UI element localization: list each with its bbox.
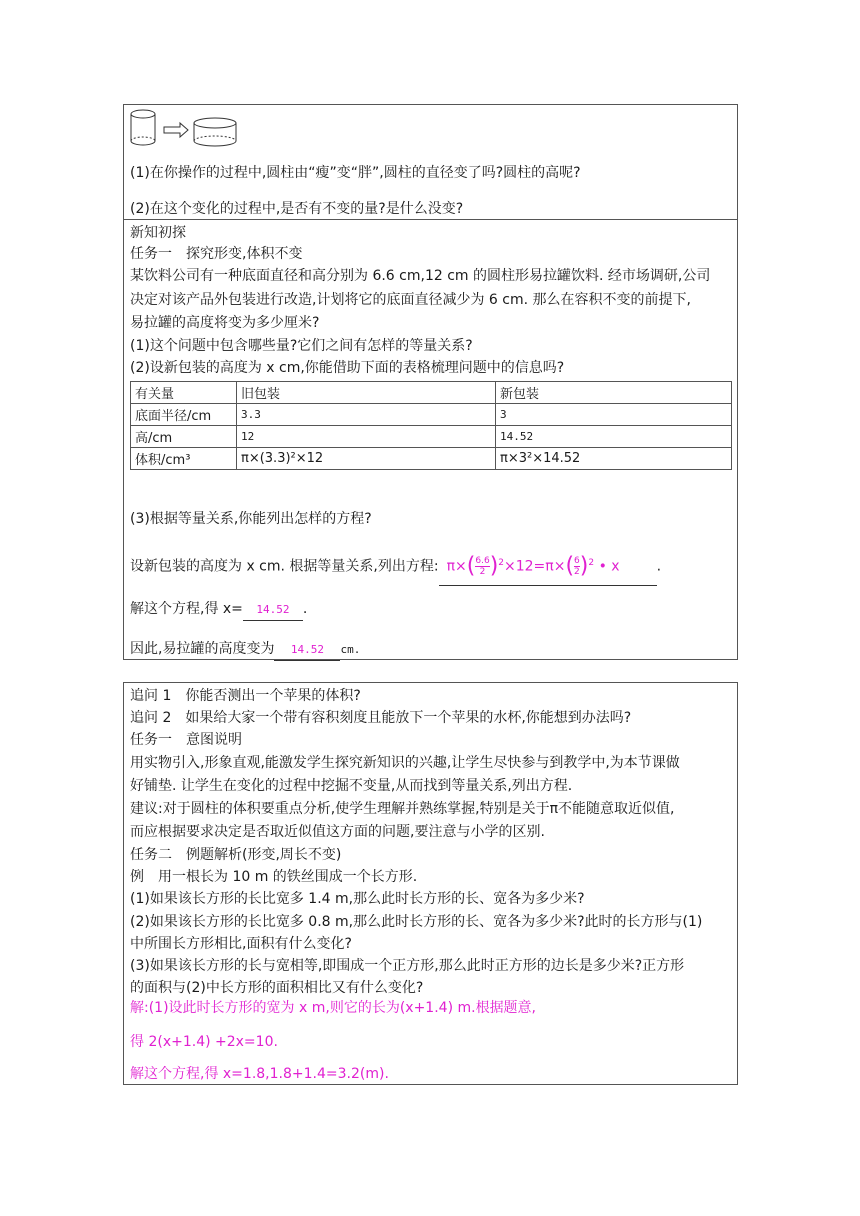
fraction-1 [475, 556, 489, 577]
final-suffix: cm. [340, 643, 361, 656]
cylinder-transform-figure [130, 107, 242, 149]
example-q1: (1)如果该长方形的长比宽多 1.4 m,那么此时长方形的长、宽各为多少米? [130, 891, 585, 907]
lesson-box-2 [123, 682, 738, 1085]
info-table [130, 381, 732, 470]
table-cell: 3.3 [237, 404, 496, 426]
example-q2b: 中所围长方形相比,面积有什么变化? [130, 936, 352, 952]
table-cell: 14.52 [496, 426, 732, 448]
solve-prefix: 解这个方程,得 x= [130, 601, 243, 617]
fraction-den: 2 [479, 567, 486, 578]
question-1: (1)在你操作的过程中,圆柱由“瘦”变“胖”,圆柱的直径变了吗?圆柱的高呢? [130, 165, 581, 181]
equation-blank [439, 545, 657, 586]
follow-up-1: 追问 1 你能否测出一个苹果的体积? [130, 688, 361, 704]
table-header-row [131, 382, 732, 404]
final-line [130, 639, 360, 661]
solution-1: 解:(1)设此时长方形的宽为 x m,则它的长为(x+1.4) m.根据题意, [130, 1000, 537, 1016]
example-q3a: (3)如果该长方形的长与宽相等,即围成一个正方形,那么此时正方形的边长是多少米?正方形 [130, 958, 685, 974]
lesson-box-1 [123, 104, 738, 660]
table-cell: π×(3.3)²×12 [237, 448, 496, 470]
exponent: 2 [588, 558, 595, 568]
equation-line: 设新包装的高度为 x cm. 根据等量关系,列出方程: π×( $\frac{6.6}{2}$ )$^2$×12=π×( $\frac{6}{2}$ )$^2$ • x . [130, 545, 661, 586]
problem-line-2: 决定对该产品外包装进行改造,计划将它的底面直径减少为 6 cm. 那么在容积不变的前提下, [130, 292, 691, 308]
table-header: 新包装 [496, 382, 732, 404]
follow-up-2: 追问 2 如果给大家一个带有容积刻度且能放下一个苹果的水杯,你能想到办法吗? [130, 710, 632, 726]
table-row [131, 426, 732, 448]
table-cell: 3 [496, 404, 732, 426]
task-title: 任务一 探究形变,体积不变 [130, 246, 303, 262]
solve-line: 解这个方程,得 x= 14.52 . [130, 599, 307, 621]
table-cell: 体积/cm³ [131, 448, 237, 470]
table-cell: 高/cm [131, 426, 237, 448]
intent-text-1: 用实物引入,形象直观,能激发学生探究新知识的兴趣,让学生尽快参与到教学中,为本节课做 [130, 755, 680, 771]
equation-prefix: 设新包装的高度为 x cm. 根据等量关系,列出方程: [130, 558, 439, 575]
intent-title: 任务一 意图说明 [130, 732, 242, 748]
fraction-num: 6 [574, 556, 580, 567]
equation-part: π× [446, 558, 467, 575]
solve-answer: 14.52 [243, 600, 303, 621]
example-q3b: 的面积与(2)中长方形的面积相比又有什么变化? [130, 980, 424, 996]
sub-question-2: (2)设新包装的高度为 x cm,你能借助下面的表格梳理问题中的信息吗? [130, 360, 565, 376]
final-prefix: 因此,易拉罐的高度变为 [130, 641, 275, 657]
suggestion-2: 而应根据要求决定是否取近似值这方面的问题,要注意与小学的区别. [130, 824, 545, 840]
problem-line-3: 易拉罐的高度将变为多少厘米? [130, 315, 320, 331]
paren-close: ) [579, 553, 589, 579]
example-statement: 例 用一根长为 10 m 的铁丝围成一个长方形. [130, 869, 418, 885]
paren-close: ) [489, 553, 499, 579]
problem-line-1: 某饮料公司有一种底面直径和高分别为 6.6 cm,12 cm 的圆柱形易拉罐饮料. 经市场调研,公司 [130, 268, 711, 284]
example-q2a: (2)如果该长方形的长比宽多 0.8 m,那么此时长方形的长、宽各为多少米?此时的长方形与(1) [130, 914, 703, 930]
divider [124, 219, 737, 220]
paren-open: ( [565, 553, 575, 579]
solution-2: 得 2(x+1.4) +2x=10. [130, 1034, 278, 1050]
solution-3: 解这个方程,得 x=1.8,1.8+1.4=3.2(m). [130, 1066, 389, 1082]
fraction-den: 2 [574, 567, 580, 578]
equation-part: • x [598, 558, 620, 575]
table-row [131, 448, 732, 470]
sub-question-3: (3)根据等量关系,你能列出怎样的方程? [130, 511, 372, 527]
table-header: 旧包装 [237, 382, 496, 404]
table-cell: 12 [237, 426, 496, 448]
question-2: (2)在这个变化的过程中,是否有不变的量?是什么没变? [130, 201, 464, 217]
suggestion-1: 建议:对于圆柱的体积要重点分析,使学生理解并熟练掌握,特别是关于π不能随意取近似值, [130, 801, 675, 817]
intent-text-2: 好铺垫. 让学生在变化的过程中挖掘不变量,从而找到等量关系,列出方程. [130, 778, 573, 794]
sub-question-1: (1)这个问题中包含哪些量?它们之间有怎样的等量关系? [130, 338, 473, 354]
final-answer: 14.52 [274, 640, 340, 661]
table-row [131, 404, 732, 426]
section-title: 新知初探 [130, 225, 186, 241]
paren-open: ( [466, 553, 476, 579]
equation-part: ×12=π× [504, 558, 566, 575]
table-cell: π×3²×14.52 [496, 448, 732, 470]
table-cell: 底面半径/cm [131, 404, 237, 426]
exponent: 2 [498, 558, 505, 568]
fraction-num: 6.6 [475, 556, 490, 567]
table-header: 有关量 [131, 382, 237, 404]
task-2-title: 任务二 例题解析(形变,周长不变) [130, 847, 342, 863]
